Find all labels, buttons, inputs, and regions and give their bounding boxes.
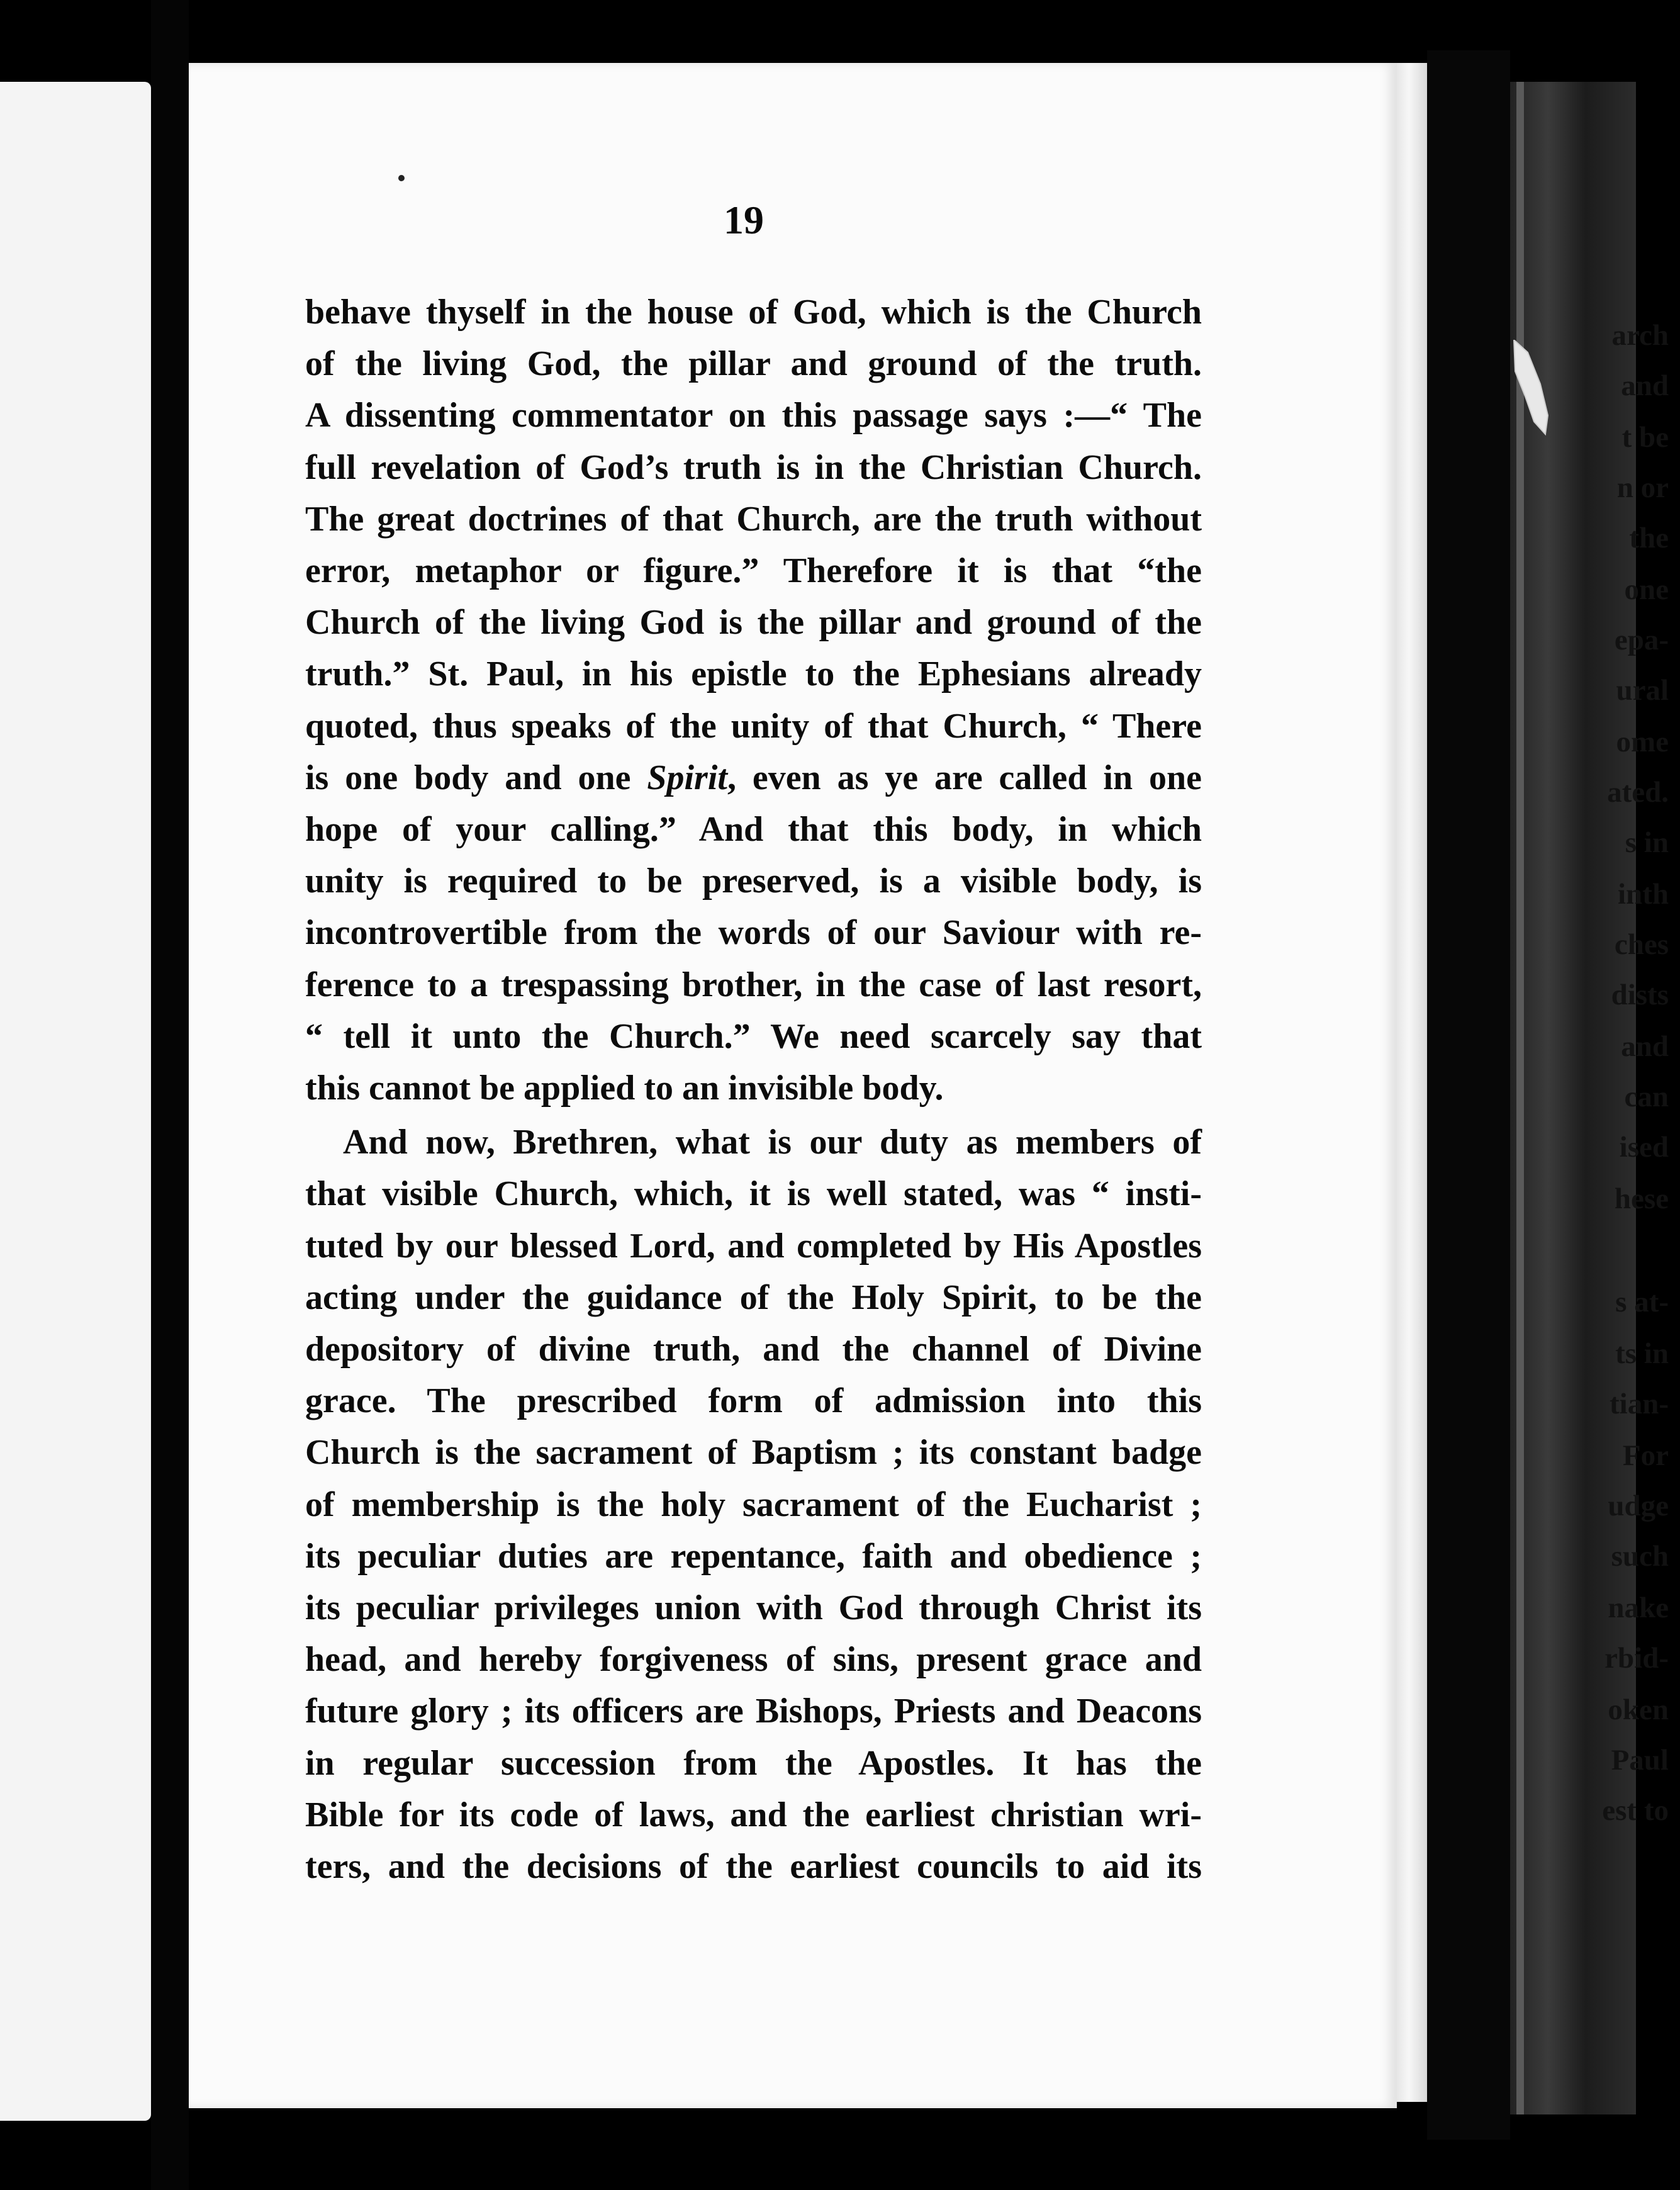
text-line: that visible Church, which, it is well stated, was “ insti-: [305, 1174, 1202, 1214]
text-line: of membership is the holy sacrament of the Eucharist ;: [305, 1485, 1202, 1524]
text-line: this cannot be applied to an invisible body.: [305, 1069, 944, 1108]
text-line: depository of divine truth, and the channel of Divine: [305, 1330, 1202, 1369]
left-page-fragment: hese: [1614, 1182, 1669, 1215]
text-line: of the living God, the pillar and ground of the truth.: [305, 344, 1202, 384]
text-line: truth.” St. Paul, in his epistle to the Ephesians already: [305, 654, 1202, 694]
left-page-fragment: ated.: [1607, 776, 1669, 809]
left-page-fragment: ural: [1616, 674, 1669, 707]
text-line: incontrovertible from the words of our Saviour with re-: [305, 913, 1202, 953]
italic-word: Spirit: [647, 758, 727, 797]
text-line: head, and hereby forgiveness of sins, present grace and: [305, 1640, 1202, 1680]
text-line: “ tell it unto the Church.” We need scarcely say that: [305, 1016, 1202, 1056]
left-page-fragment: n or: [1616, 471, 1669, 504]
text-line: in regular succession from the Apostles. It has the: [305, 1743, 1202, 1783]
left-facing-page: [0, 82, 151, 2121]
left-page-fragment: oken: [1608, 1693, 1669, 1726]
text-line: full revelation of God’s truth is in the Christian Church.: [305, 447, 1202, 487]
left-page-fragment: t be: [1621, 421, 1669, 454]
text-line: [305, 760, 1202, 795]
left-page-fragment: and: [1621, 1030, 1669, 1063]
text-line: Church of the living God is the pillar and ground of the: [305, 603, 1202, 643]
text-line: ters, and the decisions of the earliest councils to aid its: [305, 1847, 1202, 1886]
text-line: behave thyself in the house of God, which is the Church: [305, 293, 1202, 332]
left-page-fragment: s at-: [1615, 1286, 1669, 1318]
left-page-fragment: nake: [1608, 1592, 1669, 1624]
left-page-fragment: the: [1629, 522, 1669, 554]
left-page-fragment: ised: [1619, 1131, 1669, 1164]
left-page-fragment: Paul: [1611, 1744, 1669, 1777]
text-line: quoted, thus speaks of the unity of that Church, “ There: [305, 706, 1202, 746]
left-page-fragment: one: [1624, 573, 1669, 606]
bookmark-ribbon: [1509, 340, 1553, 466]
text-line: A dissenting commentator on this passage says :—“ The: [305, 396, 1202, 435]
text-line: hope of your calling.” And that this body, in which: [305, 810, 1202, 849]
left-page-fragment: such: [1611, 1540, 1669, 1573]
book-spine-shadow: [1427, 50, 1510, 2140]
left-page-fragment: can: [1624, 1081, 1669, 1113]
text-run: is one body and one: [305, 758, 647, 797]
text-line: its peculiar duties are repentance, faith and obedience ;: [305, 1536, 1202, 1576]
text-line: future glory ; its officers are Bishops, Priests and Deacons: [305, 1692, 1202, 1731]
left-page-fragment: arch: [1611, 319, 1669, 352]
page-gutter: [151, 0, 189, 2190]
text-line: ference to a trespassing brother, in the case of last resort,: [305, 965, 1202, 1004]
left-page-fragment: udge: [1608, 1490, 1669, 1522]
page-edges: [1397, 63, 1427, 2102]
left-page-fragment: ome: [1616, 726, 1669, 758]
left-page-fragment: inth: [1618, 878, 1669, 911]
left-page-fragment: For: [1622, 1439, 1669, 1472]
page-number: 19: [724, 198, 764, 242]
left-page-fragment: epa-: [1614, 624, 1669, 656]
text-line: its peculiar privileges union with God through Christ its: [305, 1588, 1202, 1627]
left-page-fragment: and: [1621, 369, 1669, 402]
left-page-fragment: dists: [1611, 979, 1669, 1011]
text-line: error, metaphor or figure.” Therefore it is that “the: [305, 551, 1202, 590]
page-speck: [398, 175, 405, 181]
left-page-fragment: tian-: [1610, 1388, 1669, 1420]
left-page-fragment: ts in: [1615, 1337, 1669, 1370]
text-line: Church is the sacrament of Baptism ; its constant badge: [305, 1433, 1202, 1473]
text-line: And now, Brethren, what is our duty as members of: [343, 1123, 1202, 1162]
left-page-fragment: est to: [1602, 1794, 1669, 1827]
text-line: unity is required to be preserved, is a visible body, is: [305, 862, 1202, 901]
left-page-fragment: rbid-: [1604, 1642, 1669, 1675]
left-page-fragment: ches: [1614, 928, 1669, 961]
text-line: acting under the guidance of the Holy Spirit, to be the: [305, 1278, 1202, 1317]
text-line: Bible for its code of laws, and the earliest christian wri-: [305, 1795, 1202, 1834]
text-run: , even as ye are called in one: [727, 758, 1202, 797]
left-page-fragment: s in: [1625, 826, 1669, 859]
text-line: The great doctrines of that Church, are the truth without: [305, 499, 1202, 539]
text-line: tuted by our blessed Lord, and completed by His Apostles: [305, 1226, 1202, 1266]
text-line: grace. The prescribed form of admission into this: [305, 1381, 1202, 1421]
